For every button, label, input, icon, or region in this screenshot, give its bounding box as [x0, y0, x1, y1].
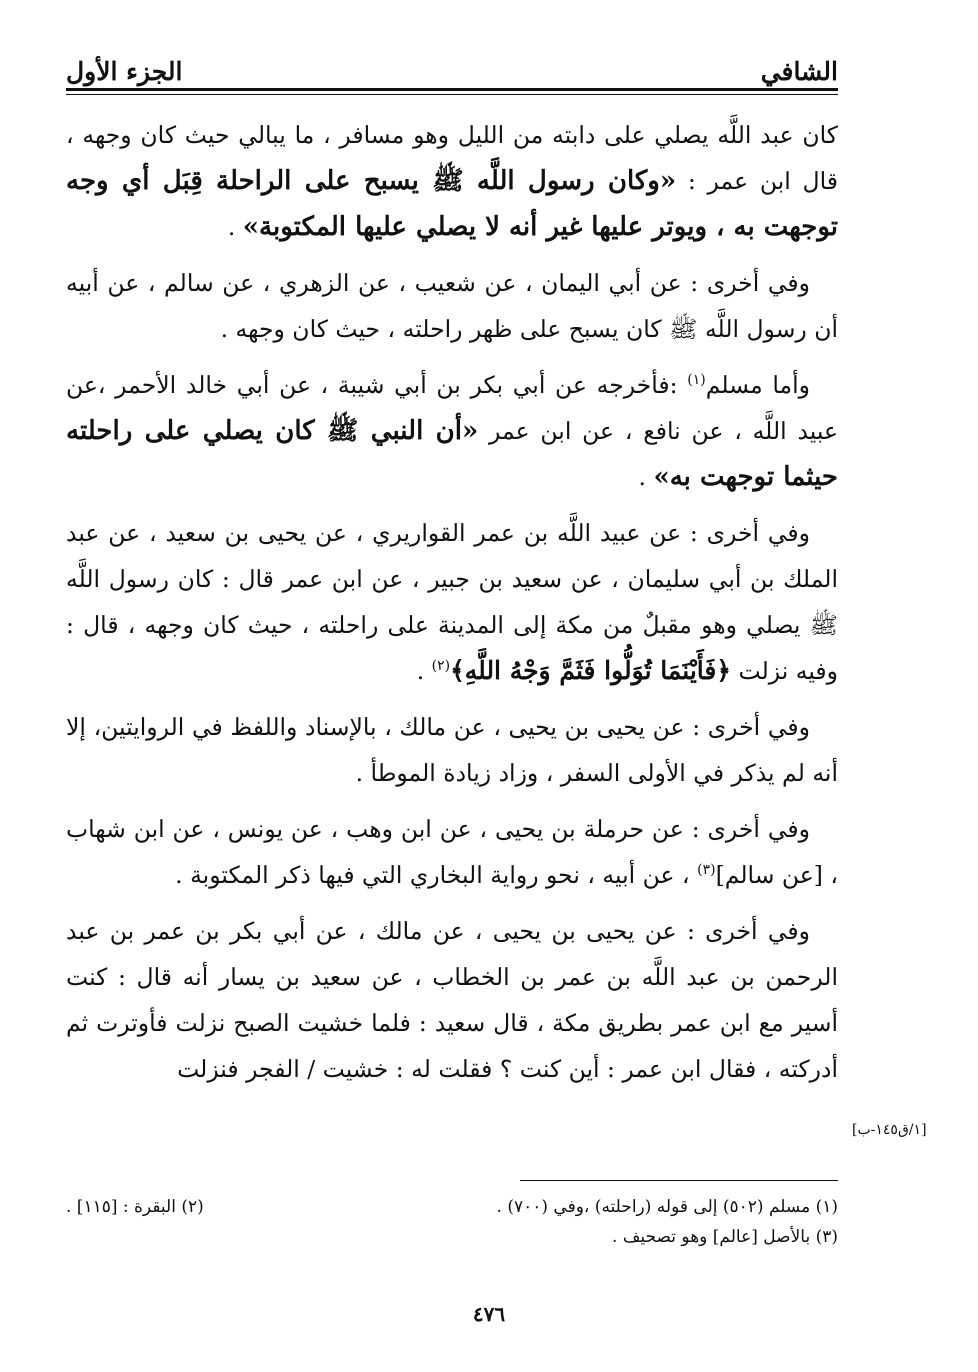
footnote-ref-3[interactable]: (٣) — [697, 862, 716, 879]
footnote-ref-2[interactable]: (٢) — [431, 658, 451, 675]
paragraph-4-text: وفي أخرى : عن عبيد اللَّه بن عمر القواريري ، عن يحيى بن سعيد ، عن عبد الملك بن أبي سليمان ، عن سعيد بن جبير ، عن ابن عمر قال : كان رسول اللَّه ﷺ يصلي وهو مقبلٌ من مكة إلى المدينة على راحلته ، حيث كان وجهه ، قال : وفيه نزلت — [66, 519, 838, 685]
paragraph-4-end: . — [416, 657, 432, 685]
footnote-3: (٣) بالأصل [عالم] وهو تصحيف . — [612, 1227, 838, 1247]
footnotes — [66, 1192, 838, 1252]
paragraph-1-text: كان عبد اللَّه يصلي على دابته من الليل وهو مسافر ، ما يبالي حيث كان وجهه ، قال ابن عمر : — [66, 121, 838, 195]
body-text — [66, 112, 838, 1102]
quran-verse: ﴿فَأَيْنَمَا تُوَلُّوا فَثَمَّ وَجْهُ اللَّهِ﴾ — [450, 656, 732, 685]
header-book-title: الشافي — [760, 57, 838, 86]
hadith-quote-2: «أن النبي ﷺ كان يصلي على راحلته حيثما توجهت به» — [66, 416, 838, 492]
header-rule — [66, 88, 838, 95]
paragraph-1 — [66, 112, 838, 250]
paragraph-7: وفي أخرى : عن يحيى بن يحيى ، عن مالك ، عن أبي بكر بن عمر بن عبد الرحمن بن عبد اللَّه بن عمر بن الخطاب ، عن سعيد بن يسار أنه قال : كنت أسير مع ابن عمر بطريق مكة ، قال سعيد : فلما خشيت الصبح نزلت فأوترت ثم أدركته ، فقال ابن عمر : أين كنت ؟ فقلت له : خشيت / الفجر فنزلت — [66, 917, 838, 1083]
paragraph-3-text-a: وأما مسلم — [705, 371, 810, 399]
paragraph-5: وفي أخرى : عن يحيى بن يحيى ، عن مالك ، بالإسناد واللفظ في الروايتين، إلا أنه لم يذكر في الأولى السفر ، وزاد زيادة الموطأ . — [66, 713, 838, 787]
paragraph-1-end: . — [227, 213, 243, 241]
footnote-2: (٢) البقرة : [١١٥] . — [66, 1197, 204, 1217]
manuscript-folio-note: [١/ق١٤٥-ب] — [852, 1122, 927, 1138]
paragraph-4 — [66, 510, 838, 694]
paragraph-2: وفي أخرى : عن أبي اليمان ، عن شعيب ، عن الزهري ، عن سالم ، عن أبيه أن رسول اللَّه ﷺ كان يسبح على ظهر راحلته ، حيث كان وجهه . — [66, 269, 838, 343]
page-number: ٤٧٦ — [472, 1302, 506, 1326]
paragraph-3-end: . — [638, 463, 654, 491]
paragraph-6 — [66, 806, 838, 898]
header-volume-title: الجزء الأول — [66, 57, 183, 86]
footnote-1: (١) مسلم (٥٠٢) إلى قوله (راحلته) ،وفي (٧٠٠) . — [496, 1197, 838, 1217]
paragraph-3 — [66, 362, 838, 500]
paragraph-6-text-a: وفي أخرى : عن حرملة بن يحيى ، عن ابن وهب ، عن يونس ، عن ابن شهاب ، [عن سالم] — [66, 815, 838, 889]
footnote-ref-1[interactable]: (١) — [687, 372, 706, 389]
running-header — [66, 36, 838, 86]
hadith-quote-1: «وكان رسول اللَّه ﷺ يسبح على الراحلة قِبَل أي وجه توجهت به ، ويوتر عليها غير أنه لا يصلي عليها المكتوبة» — [66, 166, 838, 242]
footnote-rule — [520, 1180, 838, 1181]
footnote-row — [66, 1192, 838, 1222]
paragraph-3-text-b: :فأخرجه عن أبي بكر بن أبي شيبة ، عن أبي خالد الأحمر ،عن عبيد اللَّه ، عن نافع ، عن ابن عمر — [66, 371, 838, 445]
paragraph-6-text-b: ، عن أبيه ، نحو رواية البخاري التي فيها ذكر المكتوبة . — [175, 861, 698, 889]
